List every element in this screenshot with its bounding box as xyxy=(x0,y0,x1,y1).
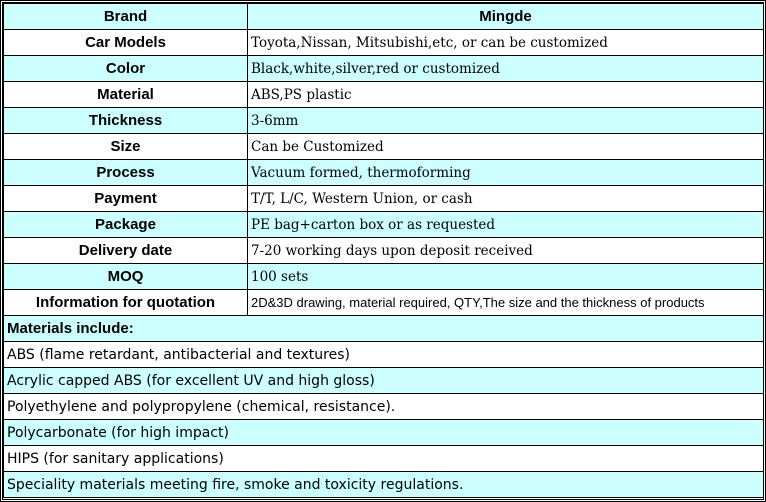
row-label: Thickness xyxy=(4,108,248,134)
row-value: 7-20 working days upon deposit received xyxy=(248,238,764,264)
header-brand-value: Mingde xyxy=(248,4,764,30)
row-label: Delivery date xyxy=(4,238,248,264)
material-item: Speciality materials meeting fire, smoke and toxicity regulations. xyxy=(4,472,764,498)
row-value: 100 sets xyxy=(248,264,764,290)
material-item: Acrylic capped ABS (for excellent UV and high gloss) xyxy=(4,368,764,394)
material-item: ABS (flame retardant, antibacterial and textures) xyxy=(4,342,764,368)
row-value: Vacuum formed, thermoforming xyxy=(248,160,764,186)
materials-heading-row xyxy=(4,316,764,342)
row-value: 2D&3D drawing, material required, QTY,The size and the thickness of products xyxy=(248,290,764,316)
row-value: 3-6mm xyxy=(248,108,764,134)
row-value: T/T, L/C, Western Union, or cash xyxy=(248,186,764,212)
material-item: Polyethylene and polypropylene (chemical, resistance). xyxy=(4,394,764,420)
material-item: Polycarbonate (for high impact) xyxy=(4,420,764,446)
row-value: Can be Customized xyxy=(248,134,764,160)
header-brand: Brand xyxy=(4,4,248,30)
table-row xyxy=(4,212,764,238)
row-label: MOQ xyxy=(4,264,248,290)
table-row xyxy=(4,56,764,82)
table-row xyxy=(4,186,764,212)
row-label: Size xyxy=(4,134,248,160)
table-row xyxy=(4,290,764,316)
table-row xyxy=(4,82,764,108)
table-row xyxy=(4,264,764,290)
row-label: Information for quotation xyxy=(4,290,248,316)
row-label: Material xyxy=(4,82,248,108)
list-item xyxy=(4,446,764,472)
row-value: ABS,PS plastic xyxy=(248,82,764,108)
table-row xyxy=(4,134,764,160)
row-label: Package xyxy=(4,212,248,238)
row-label: Car Models xyxy=(4,30,248,56)
table-row xyxy=(4,238,764,264)
material-item: HIPS (for sanitary applications) xyxy=(4,446,764,472)
table-row xyxy=(4,160,764,186)
list-item xyxy=(4,420,764,446)
row-label: Payment xyxy=(4,186,248,212)
list-item xyxy=(4,472,764,498)
materials-heading: Materials include: xyxy=(4,316,764,342)
row-label: Process xyxy=(4,160,248,186)
list-item xyxy=(4,342,764,368)
row-value: Black,white,silver,red or customized xyxy=(248,56,764,82)
table-row xyxy=(4,108,764,134)
table-row xyxy=(4,30,764,56)
list-item xyxy=(4,368,764,394)
row-value: Toyota,Nissan, Mitsubishi,etc, or can be customized xyxy=(248,30,764,56)
row-value: PE bag+carton box or as requested xyxy=(248,212,764,238)
header-row xyxy=(4,4,764,30)
list-item xyxy=(4,394,764,420)
row-label: Color xyxy=(4,56,248,82)
spec-table xyxy=(3,3,764,498)
